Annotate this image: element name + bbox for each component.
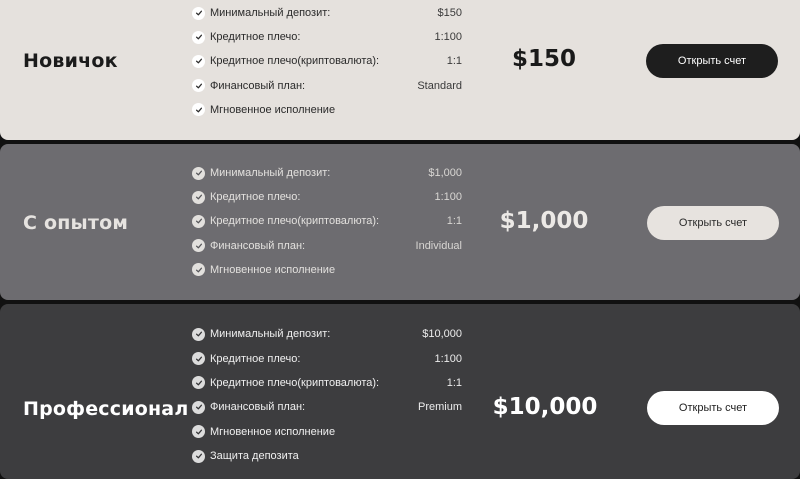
feature-list	[192, 161, 462, 282]
feature-item	[192, 74, 462, 98]
tier-card-experienced	[0, 144, 800, 300]
feature-value: 1:1	[446, 215, 462, 228]
feature-label: Финансовый план:	[210, 401, 306, 414]
feature-value: Individual	[415, 239, 462, 252]
feature-label: Минимальный депозит:	[210, 167, 331, 180]
check-circle-icon	[192, 191, 205, 204]
feature-label: Кредитное плечо:	[210, 352, 301, 365]
feature-label: Кредитное плечо(криптовалюта):	[210, 376, 380, 389]
feature-item	[192, 185, 462, 209]
tier-price: $10,000	[492, 394, 598, 420]
feature-item	[192, 234, 462, 258]
feature-item	[192, 98, 462, 122]
feature-label: Мгновенное исполнение	[210, 425, 336, 438]
tier-price: $150	[511, 46, 576, 72]
feature-label: Финансовый план:	[210, 239, 306, 252]
feature-label: Кредитное плечо:	[210, 191, 301, 204]
feature-item	[192, 420, 462, 444]
feature-value: $150	[437, 7, 462, 20]
feature-value: Standard	[417, 79, 462, 92]
check-circle-icon	[192, 55, 205, 68]
feature-label: Минимальный депозит:	[210, 328, 331, 341]
feature-item	[192, 161, 462, 185]
tier-card-beginner	[0, 0, 800, 140]
feature-list	[192, 1, 462, 122]
feature-label: Кредитное плечо:	[210, 31, 301, 44]
tier-name: С опытом	[23, 212, 129, 234]
tier-price: $1,000	[499, 208, 589, 234]
check-circle-icon	[192, 31, 205, 44]
feature-item	[192, 346, 462, 370]
tier-name: Новичок	[23, 50, 118, 72]
feature-value: 1:1	[446, 376, 462, 389]
tier-card-professional	[0, 304, 800, 479]
check-circle-icon	[192, 328, 205, 341]
feature-item	[192, 258, 462, 282]
feature-item	[192, 371, 462, 395]
feature-label: Кредитное плечо(криптовалюта):	[210, 215, 380, 228]
check-circle-icon	[192, 79, 205, 92]
check-circle-icon	[192, 352, 205, 365]
feature-item	[192, 322, 462, 346]
open-account-button[interactable]: Открыть счет	[646, 44, 778, 78]
feature-value: 1:100	[434, 31, 462, 44]
feature-value: 1:1	[446, 55, 462, 68]
tier-name: Профессионал	[23, 398, 189, 420]
feature-label: Минимальный депозит:	[210, 7, 331, 20]
check-circle-icon	[192, 263, 205, 276]
check-circle-icon	[192, 376, 205, 389]
feature-value: 1:100	[434, 352, 462, 365]
feature-item	[192, 25, 462, 49]
check-circle-icon	[192, 167, 205, 180]
check-circle-icon	[192, 450, 205, 463]
feature-value: $1,000	[428, 167, 462, 180]
feature-item	[192, 209, 462, 233]
open-account-button[interactable]: Открыть счет	[647, 206, 779, 240]
feature-label: Защита депозита	[210, 450, 299, 463]
check-circle-icon	[192, 7, 205, 20]
check-circle-icon	[192, 103, 205, 116]
feature-item	[192, 1, 462, 25]
feature-value: $10,000	[422, 328, 462, 341]
feature-label: Мгновенное исполнение	[210, 263, 336, 276]
check-circle-icon	[192, 425, 205, 438]
feature-item	[192, 395, 462, 419]
feature-value: 1:100	[434, 191, 462, 204]
feature-label: Финансовый план:	[210, 79, 306, 92]
feature-value: Premium	[417, 401, 462, 414]
check-circle-icon	[192, 401, 205, 414]
feature-item	[192, 49, 462, 73]
feature-label: Мгновенное исполнение	[210, 103, 336, 116]
feature-label: Кредитное плечо(криптовалюта):	[210, 55, 380, 68]
open-account-button[interactable]: Открыть счет	[647, 391, 779, 425]
feature-list	[192, 322, 462, 468]
check-circle-icon	[192, 215, 205, 228]
check-circle-icon	[192, 239, 205, 252]
